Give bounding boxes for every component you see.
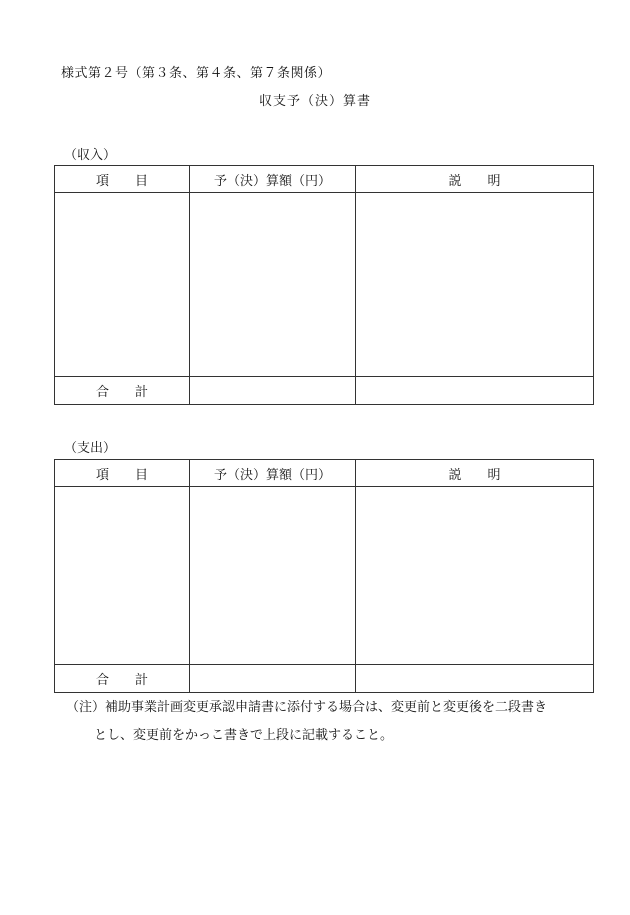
expense-header-row <box>55 460 594 487</box>
income-header-description: 説 明 <box>356 166 594 193</box>
expense-header-description: 説 明 <box>356 460 594 487</box>
form-number: 様式第２号（第３条、第４条、第７条関係） <box>61 66 332 81</box>
expense-section-label: （支出） <box>64 441 117 456</box>
income-amount-cell[interactable] <box>190 193 356 377</box>
expense-description-cell[interactable] <box>356 487 594 665</box>
expense-total-description-cell[interactable] <box>356 665 594 693</box>
income-header-amount: 予（決）算額（円） <box>190 166 356 193</box>
income-header-item: 項 目 <box>55 166 190 193</box>
footnote-line-2: とし、変更前をかっこ書きで上段に記載すること。 <box>94 728 394 743</box>
income-item-cell[interactable] <box>55 193 190 377</box>
expense-entry-row <box>55 487 594 665</box>
footnote <box>66 694 606 750</box>
income-header-row <box>55 166 594 193</box>
expense-total-row <box>55 665 594 693</box>
expense-header-amount: 予（決）算額（円） <box>190 460 356 487</box>
income-total-label: 合 計 <box>55 377 190 405</box>
expense-item-cell[interactable] <box>55 487 190 665</box>
expense-total-label: 合 計 <box>55 665 190 693</box>
document-title: 収支予（決）算書 <box>258 94 371 109</box>
income-total-row <box>55 377 594 405</box>
income-entry-row <box>55 193 594 377</box>
expense-header-item: 項 目 <box>55 460 190 487</box>
income-section-label: （収入） <box>64 148 117 163</box>
footnote-line-1: （注）補助事業計画変更承認申請書に添付する場合は、変更前と変更後を二段書き <box>66 700 548 715</box>
expense-table <box>54 459 594 693</box>
expense-total-amount-cell[interactable] <box>190 665 356 693</box>
income-table <box>54 165 594 405</box>
income-description-cell[interactable] <box>356 193 594 377</box>
expense-amount-cell[interactable] <box>190 487 356 665</box>
income-total-amount-cell[interactable] <box>190 377 356 405</box>
income-total-description-cell[interactable] <box>356 377 594 405</box>
